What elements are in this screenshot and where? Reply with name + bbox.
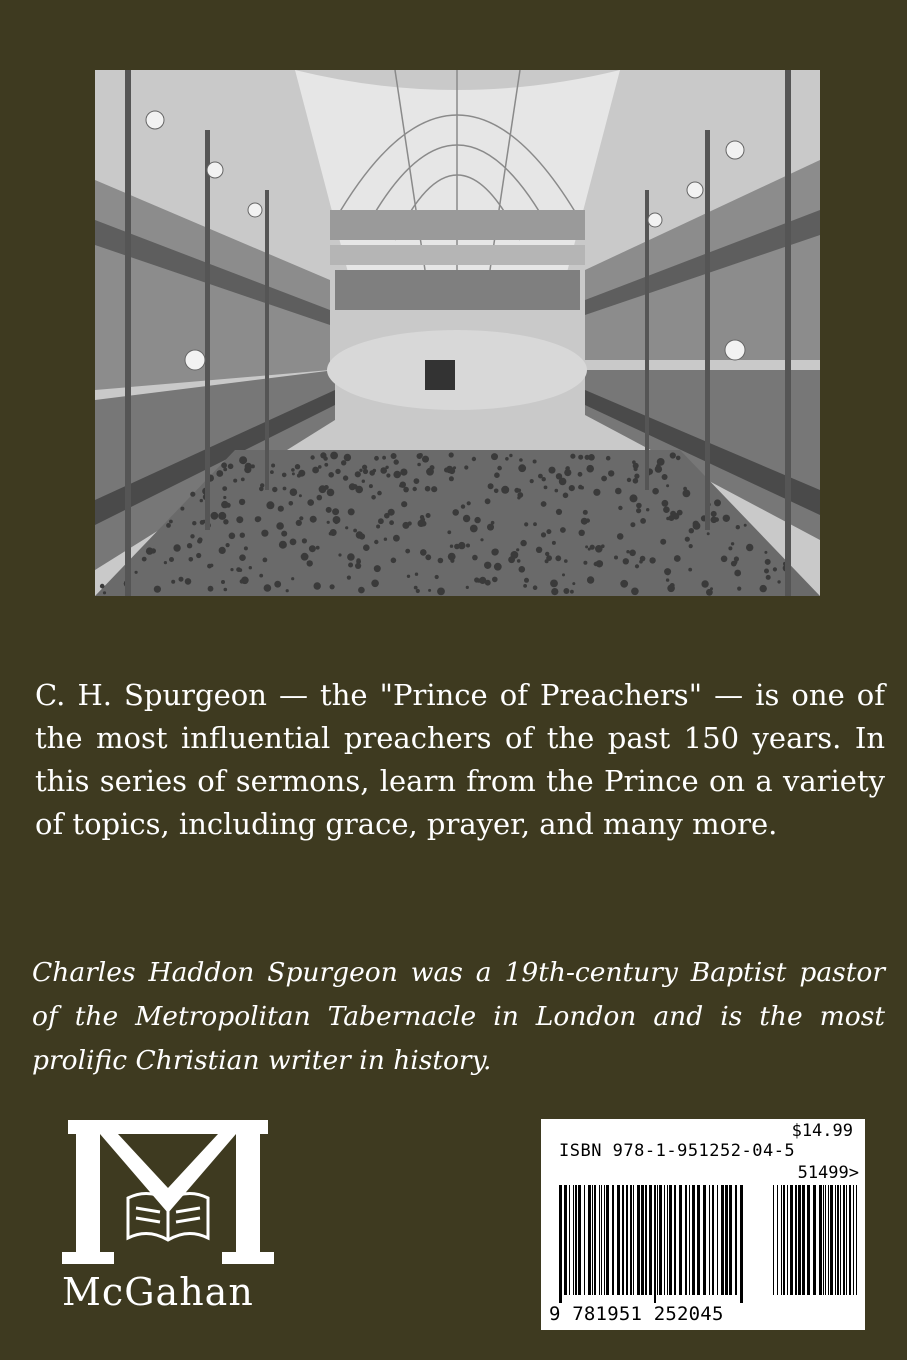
price: $14.99 (791, 1121, 853, 1141)
book-m-monogram-icon (58, 1118, 288, 1268)
barcode-bars-icon (559, 1185, 859, 1303)
price-addon-code: 51499> (797, 1163, 859, 1183)
tabernacle-engraving (95, 70, 820, 596)
publisher-name: McGahan (62, 1270, 254, 1314)
ean-number: 9 781951 252045 (549, 1303, 724, 1325)
isbn-number: ISBN 978-1-951252-04-5 (559, 1141, 796, 1161)
engraving-icon (95, 70, 820, 596)
author-bio: Charles Haddon Spurgeon was a 19th-century Baptist pastor of the Metropolitan Tabernacle in London and is the most prolific Christian writer in history. (32, 957, 885, 1076)
barcode-label (541, 1119, 865, 1330)
book-blurb: C. H. Spurgeon — the "Prince of Preachers" — is one of the most influential preachers of the past 150 years. In this series of sermons, learn from the Prince on a variety of topics, including grace, prayer, and many more. (35, 678, 885, 841)
